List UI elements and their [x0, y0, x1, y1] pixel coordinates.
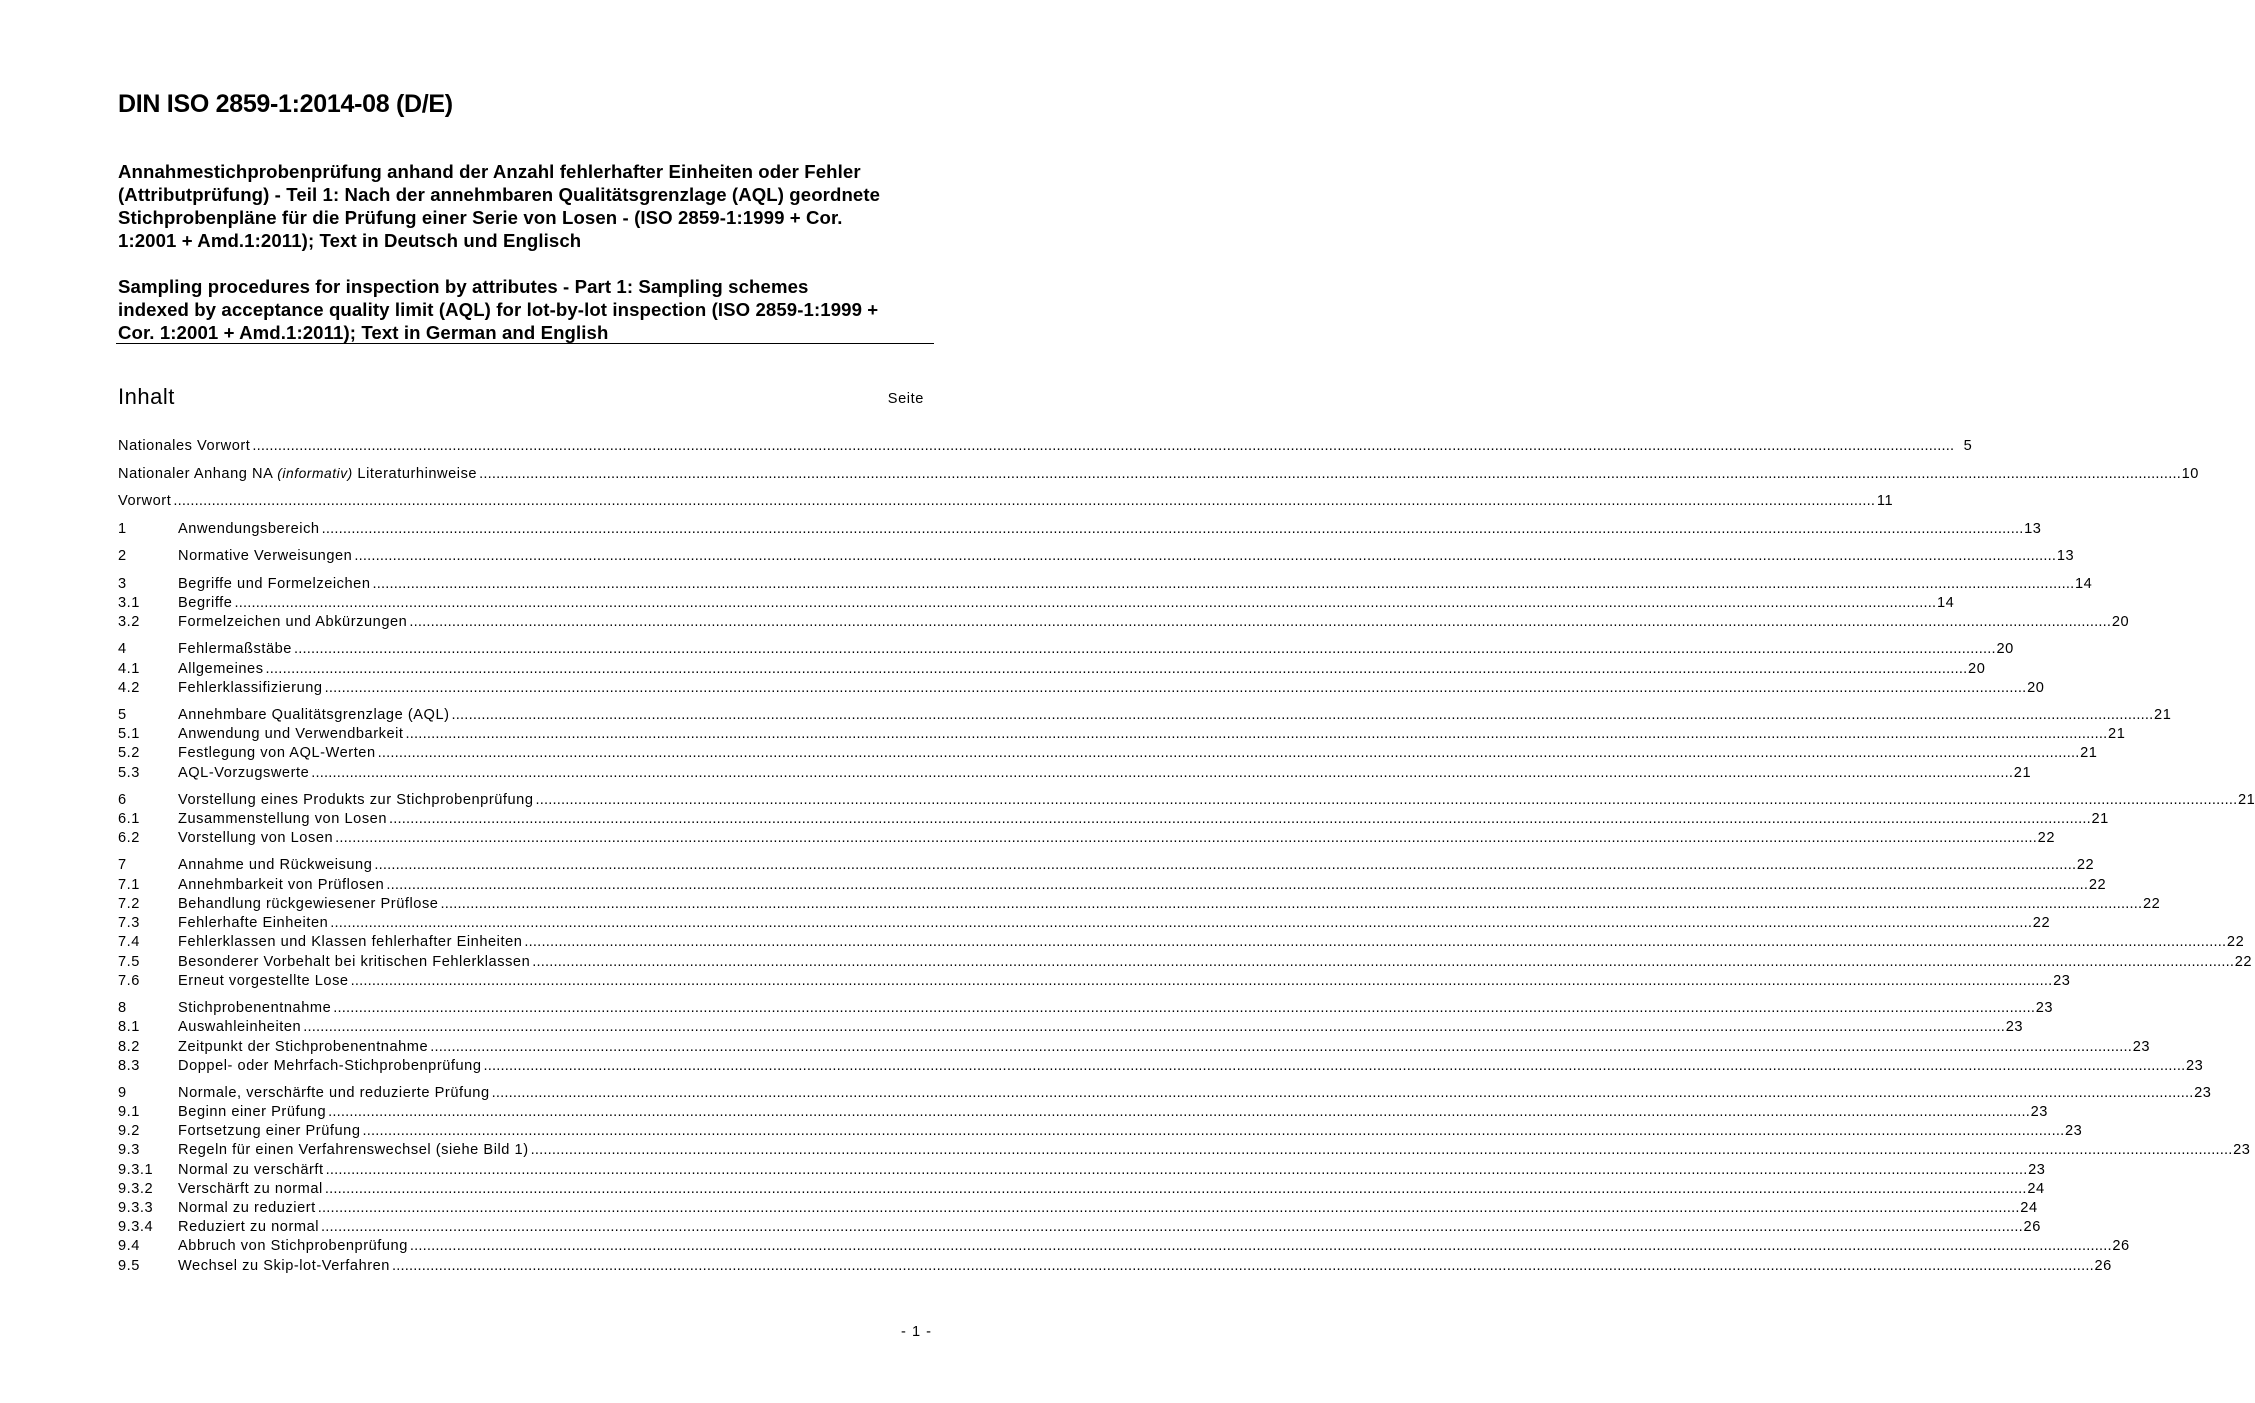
title-divider: [116, 343, 934, 344]
toc-leader-dots: ................................................................................................................................................................................................................................................................................................................................................................................................................: [173, 493, 1876, 509]
toc-leader-dots: ................................................................................................................................................................................................................................................................................................................................................................................................................: [362, 1123, 2065, 1139]
toc-leader-dots: ................................................................................................................................................................................................................................................................................................................................................................................................................: [491, 1085, 2194, 1101]
toc-leader-dots: ................................................................................................................................................................................................................................................................................................................................................................................................................: [265, 661, 1968, 677]
toc-entry-number: 7.4: [118, 934, 140, 950]
toc-entry-page: 22: [2032, 915, 2051, 931]
toc-leader-dots: ................................................................................................................................................................................................................................................................................................................................................................................................................: [350, 973, 2053, 989]
toc-leader-dots: ................................................................................................................................................................................................................................................................................................................................................................................................................: [479, 466, 2181, 482]
toc-entry-title: [178, 548, 352, 564]
toc-entry-number: 7.2: [118, 896, 140, 912]
toc-entry-title: [178, 792, 534, 808]
toc-leader-dots: ................................................................................................................................................................................................................................................................................................................................................................................................................: [321, 521, 2024, 537]
toc-entry[interactable]: [118, 707, 2172, 726]
toc-entry-number: 7.1: [118, 877, 140, 893]
toc-entry-title: [178, 857, 372, 873]
toc-entry-title-text: Fehlermaßstäbe: [178, 641, 292, 657]
toc-entry-title: [178, 614, 407, 630]
toc-entry-title-text: Normal zu verschärft: [178, 1162, 324, 1178]
toc-entry[interactable]: [118, 521, 2042, 540]
toc-entry-page: 23: [2028, 1162, 2046, 1178]
toc-entry-number: 9: [118, 1085, 127, 1101]
toc-entry-title-text: Wechsel zu Skip-lot-Verfahren: [178, 1258, 390, 1274]
toc-entry-title: [178, 1123, 360, 1139]
toc-entry-page: 22: [2226, 934, 2245, 950]
toc-entry-number: 8.1: [118, 1019, 140, 1035]
title-german: [118, 160, 933, 252]
toc-entry-page: 21: [2091, 811, 2109, 827]
toc-entry[interactable]: [118, 830, 2056, 849]
toc-entry-title-text: Begriffe und Formelzeichen: [178, 576, 371, 592]
toc-entry[interactable]: [118, 438, 1973, 457]
page-number: - 1 -: [901, 1324, 932, 1340]
toc-entry-page: 23: [2233, 1142, 2251, 1158]
toc-entry-title: [178, 954, 530, 970]
toc-entry-title: [178, 1142, 529, 1158]
toc-entry-title-text: Annahme und Rückweisung: [178, 857, 373, 873]
toc-entry-page: 23: [2053, 973, 2071, 989]
toc-entry-number: 8: [118, 1000, 127, 1016]
toc-entry-page: 23: [2035, 1000, 2054, 1016]
toc-entry[interactable]: [118, 1123, 2083, 1142]
toc-entry-number: 3: [118, 576, 127, 592]
toc-entry[interactable]: [118, 1085, 2212, 1104]
toc-entry-title-text: Annehmbare Qualitätsgrenzlage (AQL): [178, 707, 450, 723]
toc-entry-page: 21: [2154, 707, 2172, 723]
toc-leader-dots: ................................................................................................................................................................................................................................................................................................................................................................................................................: [252, 438, 1955, 454]
toc-entry-number: 7.5: [118, 954, 140, 970]
toc-leader-dots: ................................................................................................................................................................................................................................................................................................................................................................................................................: [374, 857, 2077, 873]
toc-entry-title: [178, 830, 333, 846]
toc-entry-page: 23: [2132, 1039, 2151, 1055]
toc-entry[interactable]: [118, 1258, 2112, 1277]
toc-entry-title-text: Festlegung von AQL-Werten: [178, 745, 376, 761]
toc-leader-dots: ................................................................................................................................................................................................................................................................................................................................................................................................................: [303, 1019, 2006, 1035]
toc-entry-title-text: Reduziert zu normal: [178, 1219, 320, 1235]
toc-entry-number: 5.3: [118, 765, 140, 781]
toc-entry-title: [178, 1000, 331, 1016]
toc-entry-title: [178, 576, 371, 592]
toc-leader-dots: ................................................................................................................................................................................................................................................................................................................................................................................................................: [293, 641, 1996, 657]
toc-entry-title-text: Vorstellung eines Produkts zur Stichprobenprüfung: [178, 792, 534, 808]
toc-entry-page: 20: [1996, 641, 2014, 657]
toc-entry-title-text: Normal zu reduziert: [178, 1200, 316, 1216]
toc-entry-number: 7: [118, 857, 127, 873]
toc-entry[interactable]: [118, 1039, 2151, 1058]
toc-entry-number: 5: [118, 707, 127, 723]
toc-entry[interactable]: [118, 792, 2255, 811]
toc-leader-dots: ................................................................................................................................................................................................................................................................................................................................................................................................................: [535, 792, 2238, 808]
toc-entry-page: 22: [2037, 830, 2056, 846]
toc-leader-dots: ................................................................................................................................................................................................................................................................................................................................................................................................................: [386, 877, 2089, 893]
toc-entry-title: [178, 707, 450, 723]
toc-entry-page: 26: [2023, 1219, 2041, 1235]
toc-entry-title: [178, 1200, 316, 1216]
toc-entry-number: 9.4: [118, 1238, 140, 1254]
toc-entry-page: 21: [2013, 765, 2032, 781]
toc-entry[interactable]: [118, 765, 2032, 784]
toc-entry-title: [178, 745, 376, 761]
toc-entry-page: 21: [2238, 792, 2255, 808]
toc-entry[interactable]: [118, 614, 2130, 633]
toc-entry[interactable]: [118, 973, 2071, 992]
toc-entry[interactable]: [118, 1142, 2251, 1161]
toc-entry-title-text: Behandlung rückgewiesener Prüflose: [178, 896, 439, 912]
toc-leader-dots: ................................................................................................................................................................................................................................................................................................................................................................................................................: [430, 1039, 2133, 1055]
toc-entry-page: 22: [2142, 896, 2161, 912]
toc-entry-title: [178, 896, 438, 912]
toc-entry-title-text: Doppel- oder Mehrfach-Stichprobenprüfung: [178, 1058, 482, 1074]
toc-entry-title: [178, 973, 349, 989]
toc-entry-number: 6.2: [118, 830, 140, 846]
toc-entry-title-text: Anwendung und Verwendbarkeit: [178, 726, 404, 742]
toc-entry[interactable]: [118, 1200, 2038, 1219]
toc-entry-page: 23: [2186, 1058, 2204, 1074]
toc-entry-title: [178, 521, 320, 537]
toc-entry-title: [178, 765, 309, 781]
toc-entry[interactable]: [118, 493, 1894, 512]
toc-entry-title-text: Vorstellung von Losen: [178, 830, 334, 846]
toc-entry-title-text: Formelzeichen und Abkürzungen: [178, 614, 408, 630]
toc-entry-title-text: Zeitpunkt der Stichprobenentnahme: [178, 1039, 429, 1055]
toc-entry-number: 9.3.1: [118, 1162, 154, 1178]
toc-leader-dots: ................................................................................................................................................................................................................................................................................................................................................................................................................: [451, 707, 2154, 723]
toc-entry-number: 8.3: [118, 1058, 140, 1074]
toc-entry-title-text: Annehmbarkeit von Prüflosen: [178, 877, 385, 893]
toc-entry-number: 3.2: [118, 614, 140, 630]
toc-leader-dots: ................................................................................................................................................................................................................................................................................................................................................................................................................: [234, 595, 1937, 611]
toc-entry[interactable]: [118, 1162, 2046, 1181]
toc-entry-title: [178, 915, 328, 931]
toc-leader-dots: ................................................................................................................................................................................................................................................................................................................................................................................................................: [325, 1162, 2028, 1178]
toc-entry[interactable]: [118, 548, 2075, 567]
toc-entry-number: 1: [118, 521, 127, 537]
toc-entry-title: [178, 1058, 482, 1074]
title-de-line: 1:2001 + Amd.1:2011); Text in Deutsch und Englisch: [118, 230, 582, 251]
title-de-line: Stichprobenpläne für die Prüfung einer Serie von Losen - (ISO 2859-1:1999 + Cor.: [118, 207, 843, 228]
toc-entry-title: [178, 726, 404, 742]
toc-entry-title: [178, 661, 264, 677]
toc-entry[interactable]: [118, 680, 2045, 699]
toc-entry-title: [178, 641, 292, 657]
toc-entry-title-text: Stichprobenentnahme: [178, 1000, 332, 1016]
toc-entry-title-text: AQL-Vorzugswerte: [178, 765, 310, 781]
toc-entry-subtitle: Literaturhinweise: [357, 466, 478, 482]
toc-entry-page: 24: [2027, 1181, 2045, 1197]
toc-leader-dots: ................................................................................................................................................................................................................................................................................................................................................................................................................: [333, 1000, 2036, 1016]
toc-entry-title-text: Zusammenstellung von Losen: [178, 811, 387, 827]
toc-entry-title: [178, 680, 323, 696]
toc-entry[interactable]: [118, 466, 2199, 485]
toc-entry-title-text: Fortsetzung einer Prüfung: [178, 1123, 361, 1139]
toc-entry[interactable]: [118, 857, 2095, 876]
toc-leader-dots: ................................................................................................................................................................................................................................................................................................................................................................................................................: [389, 811, 2091, 827]
toc-entry-page: 23: [2005, 1019, 2024, 1035]
toc-entry-title: [178, 1104, 326, 1120]
toc-entry-page: 11: [1876, 493, 1894, 509]
toc-entry-number: 9.2: [118, 1123, 140, 1139]
toc-entry-title-text: Erneut vorgestellte Lose: [178, 973, 349, 989]
toc-entry-title-text: Fehlerklassen und Klassen fehlerhafter Einheiten: [178, 934, 523, 950]
toc-entry[interactable]: [118, 726, 2126, 745]
toc-entry[interactable]: [118, 661, 1986, 680]
toc-entry-title-text: Fehlerklassifizierung: [178, 680, 323, 696]
toc-entry-page: 22: [2076, 857, 2095, 873]
title-de-line: (Attributprüfung) - Teil 1: Nach der annehmbaren Qualitätsgrenzlage (AQL) geordnete: [118, 184, 881, 205]
toc-entry[interactable]: [118, 576, 2093, 595]
toc-entry-title-text: Abbruch von Stichprobenprüfung: [178, 1238, 408, 1254]
toc-entry-title-text: Allgemeines: [178, 661, 264, 677]
toc-leader-dots: ................................................................................................................................................................................................................................................................................................................................................................................................................: [483, 1058, 2186, 1074]
toc-entry-title: [178, 811, 387, 827]
toc-entry-number: 5.1: [118, 726, 140, 742]
toc-entry-title-text: Nationales Vorwort: [118, 438, 251, 454]
toc-entry-number: 9.3: [118, 1142, 140, 1158]
toc-entry-page: 14: [2075, 576, 2093, 592]
toc-entry-title: [178, 595, 232, 611]
toc-entry-page: 23: [2030, 1104, 2048, 1120]
toc-entry-title: [178, 1219, 319, 1235]
title-en-line: Sampling procedures for inspection by attributes - Part 1: Sampling schemes: [118, 276, 809, 297]
toc-entry-annotation: (informativ): [277, 466, 353, 481]
toc-entry-page: 10: [2181, 466, 2199, 482]
toc-entry-page: 22: [2088, 877, 2107, 893]
toc-leader-dots: ................................................................................................................................................................................................................................................................................................................................................................................................................: [354, 548, 2057, 564]
toc-leader-dots: ................................................................................................................................................................................................................................................................................................................................................................................................................: [324, 680, 2027, 696]
toc-entry-number: 7.6: [118, 973, 140, 989]
toc-leader-dots: ................................................................................................................................................................................................................................................................................................................................................................................................................: [372, 576, 2075, 592]
toc-entry-title-text: Anwendungsbereich: [178, 521, 320, 537]
toc-entry-page: 23: [2194, 1085, 2212, 1101]
toc-leader-dots: ................................................................................................................................................................................................................................................................................................................................................................................................................: [321, 1219, 2023, 1235]
toc-entry-number: 9.3.2: [118, 1181, 154, 1197]
toc-entry[interactable]: [118, 1238, 2130, 1257]
title-english: [118, 275, 933, 344]
toc-entry-page: 5: [1963, 438, 1973, 454]
title-en-line: Cor. 1:2001 + Amd.1:2011); Text in German and English: [118, 322, 609, 343]
toc-entry[interactable]: [118, 811, 2109, 830]
toc-entry-title: [118, 493, 171, 509]
toc-entry[interactable]: [118, 1019, 2024, 1038]
toc-entry-number: 7.3: [118, 915, 140, 931]
toc-entry-number: 4.2: [118, 680, 140, 696]
toc-leader-dots: ................................................................................................................................................................................................................................................................................................................................................................................................................: [532, 954, 2235, 970]
toc-heading: Inhalt: [118, 384, 175, 409]
toc-entry-page: 26: [2094, 1258, 2112, 1274]
toc-entry-title-text: Begriffe: [178, 595, 233, 611]
toc-entry-title: [178, 1181, 323, 1197]
toc-entry-title-text: Verschärft zu normal: [178, 1181, 323, 1197]
toc-entry-title: [118, 438, 250, 454]
toc-entry-title-text: Beginn einer Prüfung: [178, 1104, 327, 1120]
toc-entry-title-text: Nationaler Anhang NA: [118, 466, 273, 482]
toc-leader-dots: ................................................................................................................................................................................................................................................................................................................................................................................................................: [328, 1104, 2030, 1120]
toc-entry[interactable]: [118, 1219, 2041, 1238]
toc-leader-dots: ................................................................................................................................................................................................................................................................................................................................................................................................................: [317, 1200, 2020, 1216]
toc-entry-title-text: Normale, verschärfte und reduzierte Prüfung: [178, 1085, 490, 1101]
toc-entry-title: [178, 1039, 428, 1055]
toc-entry-page: 20: [2111, 614, 2130, 630]
toc-entry-title: [178, 1019, 301, 1035]
document-id: DIN ISO 2859-1:2014-08 (D/E): [118, 90, 453, 118]
toc-entry-title-text: Auswahleinheiten: [178, 1019, 302, 1035]
toc-entry-page: 22: [2234, 954, 2253, 970]
toc-entry-title: [178, 1238, 408, 1254]
toc-entry[interactable]: [118, 1104, 2048, 1123]
toc-entry-title: [178, 877, 384, 893]
toc-entry-page: 24: [2020, 1200, 2038, 1216]
toc-leader-dots: ................................................................................................................................................................................................................................................................................................................................................................................................................: [324, 1181, 2027, 1197]
toc-entry-number: 2: [118, 548, 127, 564]
toc-entry-page: 13: [2056, 548, 2075, 564]
toc-entry[interactable]: [118, 745, 2098, 764]
toc-entry[interactable]: [118, 877, 2107, 896]
toc-entry[interactable]: [118, 954, 2253, 973]
toc-entry[interactable]: [118, 1058, 2204, 1077]
toc-leader-dots: ................................................................................................................................................................................................................................................................................................................................................................................................................: [377, 745, 2080, 761]
toc-entry-page: 21: [2080, 745, 2098, 761]
toc-leader-dots: ................................................................................................................................................................................................................................................................................................................................................................................................................: [440, 896, 2143, 912]
toc-entry-number: 5.2: [118, 745, 140, 761]
toc-entry[interactable]: [118, 1000, 2054, 1019]
title-de-line: Annahmestichprobenprüfung anhand der Anzahl fehlerhafter Einheiten oder Fehler: [118, 161, 861, 182]
toc-entry[interactable]: [118, 896, 2161, 915]
toc-entry-title: [178, 1085, 490, 1101]
toc-leader-dots: ................................................................................................................................................................................................................................................................................................................................................................................................................: [311, 765, 2014, 781]
title-en-line: indexed by acceptance quality limit (AQL) for lot-by-lot inspection (ISO 2859-1:1999 +: [118, 299, 879, 320]
toc-entry[interactable]: [118, 934, 2245, 953]
toc-entry-title-text: Regeln für einen Verfahrenswechsel (siehe Bild 1): [178, 1142, 529, 1158]
toc-entry-title-text: Normative Verweisungen: [178, 548, 353, 564]
toc-entry-page: 26: [2112, 1238, 2130, 1254]
toc-entry-page: 20: [1968, 661, 1986, 677]
toc-entry[interactable]: [118, 595, 1955, 614]
toc-entry-page: 21: [2108, 726, 2126, 742]
toc-leader-dots: ................................................................................................................................................................................................................................................................................................................................................................................................................: [405, 726, 2108, 742]
toc-leader-dots: ................................................................................................................................................................................................................................................................................................................................................................................................................: [391, 1258, 2094, 1274]
toc-entry-title: [178, 934, 522, 950]
toc-leader-dots: ................................................................................................................................................................................................................................................................................................................................................................................................................: [409, 614, 2112, 630]
toc-entry-page: 23: [2064, 1123, 2083, 1139]
toc-entry-number: 6.1: [118, 811, 140, 827]
toc-entry-number: 9.1: [118, 1104, 140, 1120]
toc-entry-title-text: Besonderer Vorbehalt bei kritischen Fehlerklassen: [178, 954, 531, 970]
toc-entry-number: 4: [118, 641, 127, 657]
toc-leader-dots: ................................................................................................................................................................................................................................................................................................................................................................................................................: [409, 1238, 2112, 1254]
toc-page-column-label: Seite: [887, 391, 924, 407]
toc-entry-number: 4.1: [118, 661, 140, 677]
toc-leader-dots: ................................................................................................................................................................................................................................................................................................................................................................................................................: [530, 1142, 2233, 1158]
toc-leader-dots: ................................................................................................................................................................................................................................................................................................................................................................................................................: [524, 934, 2227, 950]
toc-entry[interactable]: [118, 915, 2051, 934]
toc-entry-title-text: Vorwort: [118, 493, 172, 509]
toc-entry-title: [118, 466, 477, 482]
toc-entry-page: 14: [1936, 595, 1955, 611]
toc-entry-page: 20: [2027, 680, 2045, 696]
toc-leader-dots: ................................................................................................................................................................................................................................................................................................................................................................................................................: [330, 915, 2033, 931]
toc-entry-title: [178, 1162, 324, 1178]
toc-leader-dots: ................................................................................................................................................................................................................................................................................................................................................................................................................: [335, 830, 2038, 846]
toc-entry-number: 3.1: [118, 595, 140, 611]
toc-entry-number: 8.2: [118, 1039, 140, 1055]
toc-entry[interactable]: [118, 1181, 2045, 1200]
toc-entry-title: [178, 1258, 390, 1274]
toc-entry-number: 9.5: [118, 1258, 140, 1274]
toc-entry-number: 9.3.4: [118, 1219, 154, 1235]
toc-entry[interactable]: [118, 641, 2014, 660]
toc-entry-number: 9.3.3: [118, 1200, 154, 1216]
toc-entry-title-text: Fehlerhafte Einheiten: [178, 915, 329, 931]
toc-entry-number: 6: [118, 792, 127, 808]
toc-entry-page: 13: [2024, 521, 2042, 537]
